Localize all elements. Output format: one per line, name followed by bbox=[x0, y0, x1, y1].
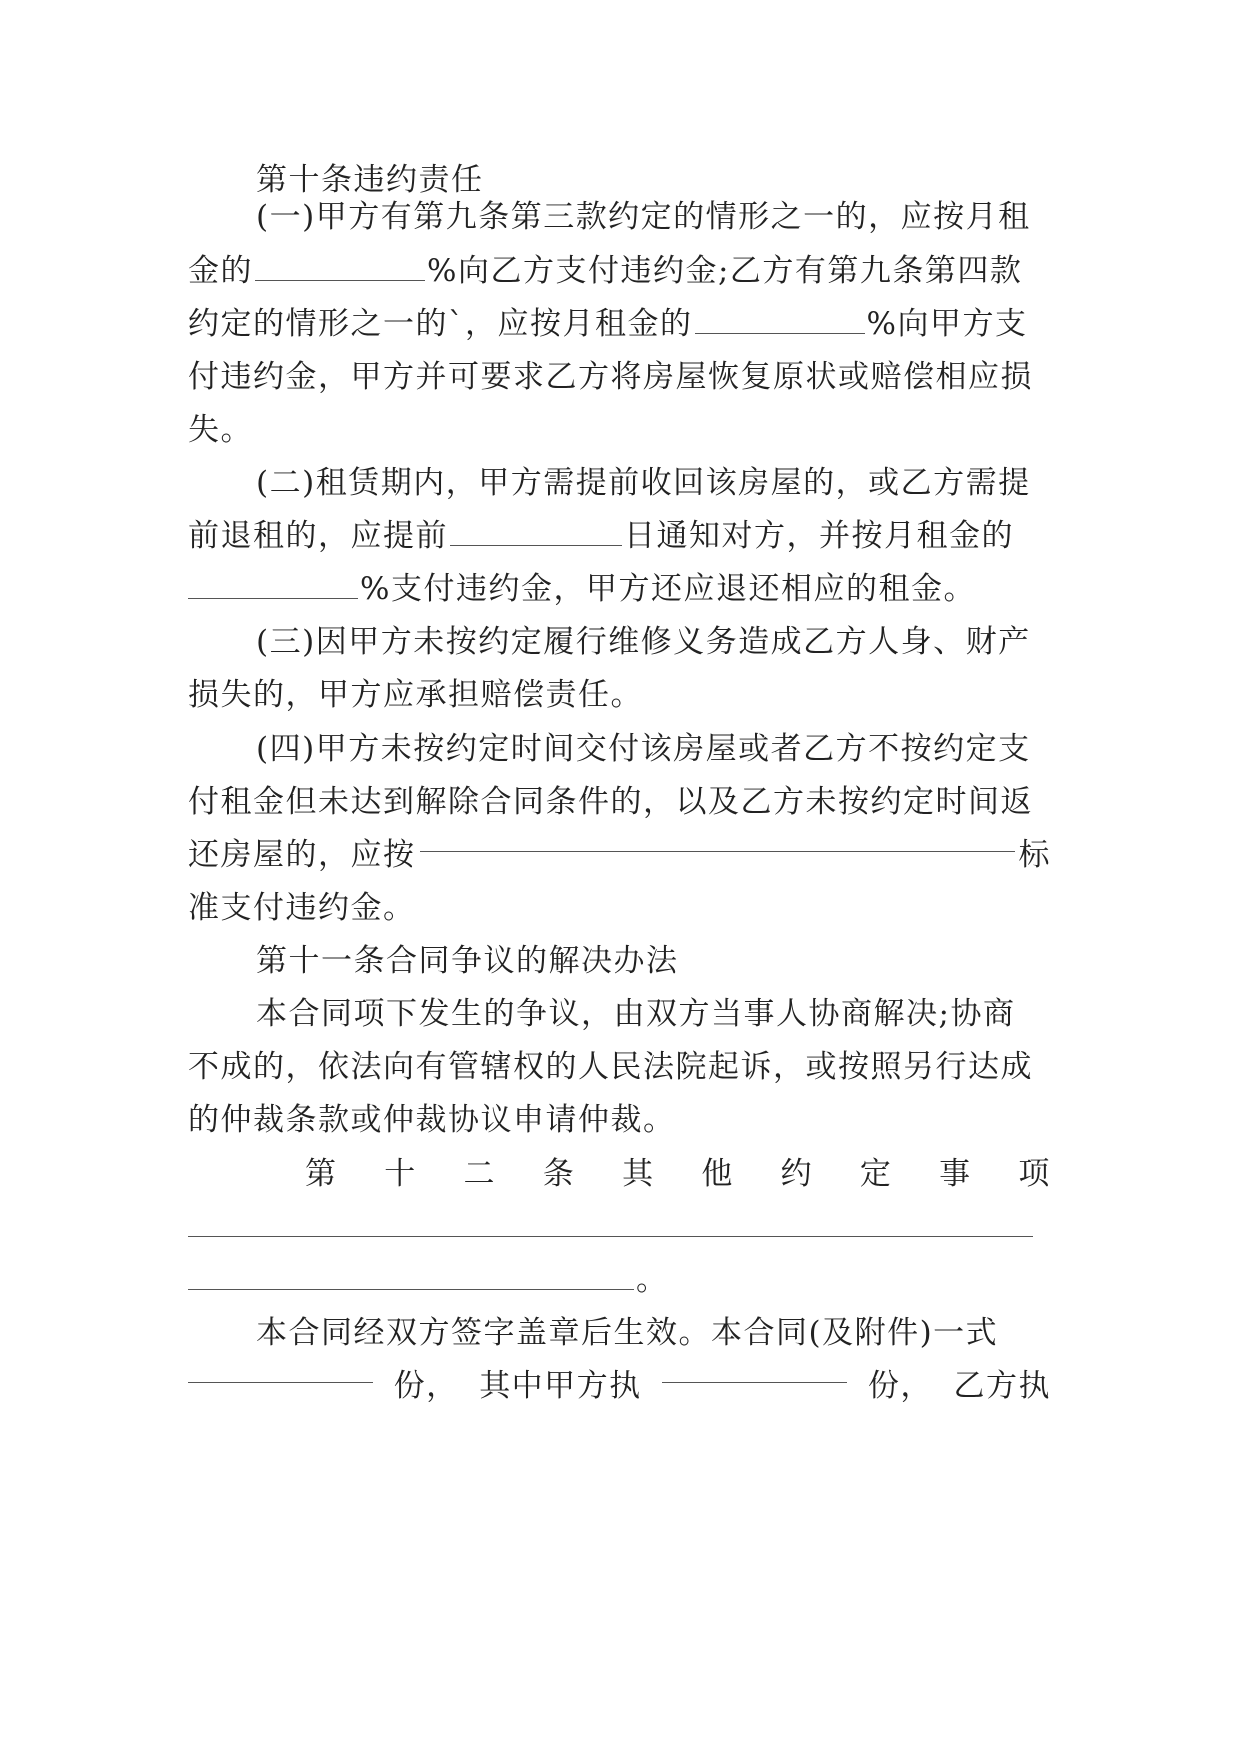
blank-field bbox=[420, 831, 1015, 852]
article-10-p1-line3 bbox=[188, 300, 1051, 348]
text-segment: 金的 bbox=[188, 253, 253, 289]
text-segment: 还房屋的，应按 bbox=[188, 837, 416, 873]
closing-line2 bbox=[188, 1362, 1051, 1410]
blank-field bbox=[188, 1269, 634, 1290]
heading-char: 其 bbox=[622, 1156, 655, 1192]
text-segment: 约定的情形之一的`，应按月租金的 bbox=[188, 306, 693, 342]
blank-field bbox=[662, 1362, 847, 1383]
article-10-p4-line4: 准支付违约金。 bbox=[188, 890, 416, 926]
article-12-heading bbox=[305, 1150, 1051, 1198]
article-10-p1-line4: 付违约金，甲方并可要求乙方将房屋恢复原状或赔偿相应损 bbox=[188, 359, 1033, 395]
heading-char: 事 bbox=[939, 1156, 972, 1192]
article-10-p3-line1: (三)因甲方未按约定履行维修义务造成乙方人身、财产 bbox=[256, 624, 1031, 660]
heading-char: 约 bbox=[780, 1156, 814, 1192]
blank-field bbox=[188, 1216, 1033, 1237]
article-11-line2: 不成的，依法向有管辖权的人民法院起诉，或按照另行达成 bbox=[188, 1049, 1033, 1085]
text-segment: %支付违约金，甲方还应退还相应的租金。 bbox=[360, 571, 976, 607]
text-segment: 日通知对方，并按月租金的 bbox=[624, 518, 1014, 554]
article-10-p4-line2: 付租金但未达到解除合同条件的，以及乙方未按约定时间返 bbox=[188, 784, 1033, 820]
text-segment: 前退租的，应提前 bbox=[188, 518, 448, 554]
text-segment: 份， bbox=[393, 1368, 459, 1404]
blank-field bbox=[695, 313, 865, 334]
article-11-line1: 本合同项下发生的争议，由双方当事人协商解决;协商 bbox=[256, 996, 1016, 1032]
article-10-heading: 第十条违约责任 bbox=[256, 162, 484, 198]
blank-field bbox=[188, 1362, 373, 1383]
blank-field bbox=[255, 260, 425, 281]
heading-char: 第 bbox=[305, 1156, 338, 1192]
article-10-p4-line3 bbox=[188, 831, 1051, 879]
article-10-p1-line5: 失。 bbox=[188, 412, 253, 448]
heading-char: 项 bbox=[1018, 1156, 1051, 1192]
heading-char: 定 bbox=[859, 1156, 893, 1192]
text-segment: 其中甲方执 bbox=[479, 1368, 642, 1404]
closing-line1: 本合同经双方签字盖章后生效。本合同(及附件)一式 bbox=[256, 1315, 999, 1351]
article-10-p2-line3 bbox=[188, 565, 1051, 613]
text-segment: 份， bbox=[867, 1368, 933, 1404]
text-segment: %向乙方支付违约金;乙方有第九条第四款 bbox=[427, 253, 1023, 289]
article-10-p2-line2 bbox=[188, 512, 1051, 560]
article-10-p4-line1: (四)甲方未按约定时间交付该房屋或者乙方不按约定支 bbox=[256, 731, 1031, 767]
heading-char: 他 bbox=[701, 1156, 734, 1192]
heading-char: 二 bbox=[463, 1156, 497, 1192]
article-11-heading: 第十一条合同争议的解决办法 bbox=[256, 943, 679, 979]
article-10-p3-line2: 损失的，甲方应承担赔偿责任。 bbox=[188, 677, 643, 713]
text-segment: 标 bbox=[1018, 837, 1051, 873]
article-10-p1-line2 bbox=[188, 247, 1051, 295]
blank-field bbox=[450, 525, 622, 546]
article-11-line3: 的仲裁条款或仲裁协议申请仲裁。 bbox=[188, 1102, 676, 1138]
text-segment: %向甲方支 bbox=[866, 306, 1028, 342]
end-mark: 。 bbox=[636, 1262, 669, 1298]
text-segment: 乙方执 bbox=[953, 1368, 1051, 1404]
heading-char: 十 bbox=[384, 1156, 417, 1192]
article-10-p1-line1: (一)甲方有第九条第三款约定的情形之一的，应按月租 bbox=[256, 199, 1031, 235]
article-12-blank-line1 bbox=[188, 1203, 1051, 1251]
article-10-p2-line1: (二)租赁期内，甲方需提前收回该房屋的，或乙方需提 bbox=[256, 465, 1031, 501]
article-12-blank-line2 bbox=[188, 1256, 1051, 1304]
blank-field bbox=[188, 578, 358, 599]
heading-char: 条 bbox=[542, 1156, 576, 1192]
